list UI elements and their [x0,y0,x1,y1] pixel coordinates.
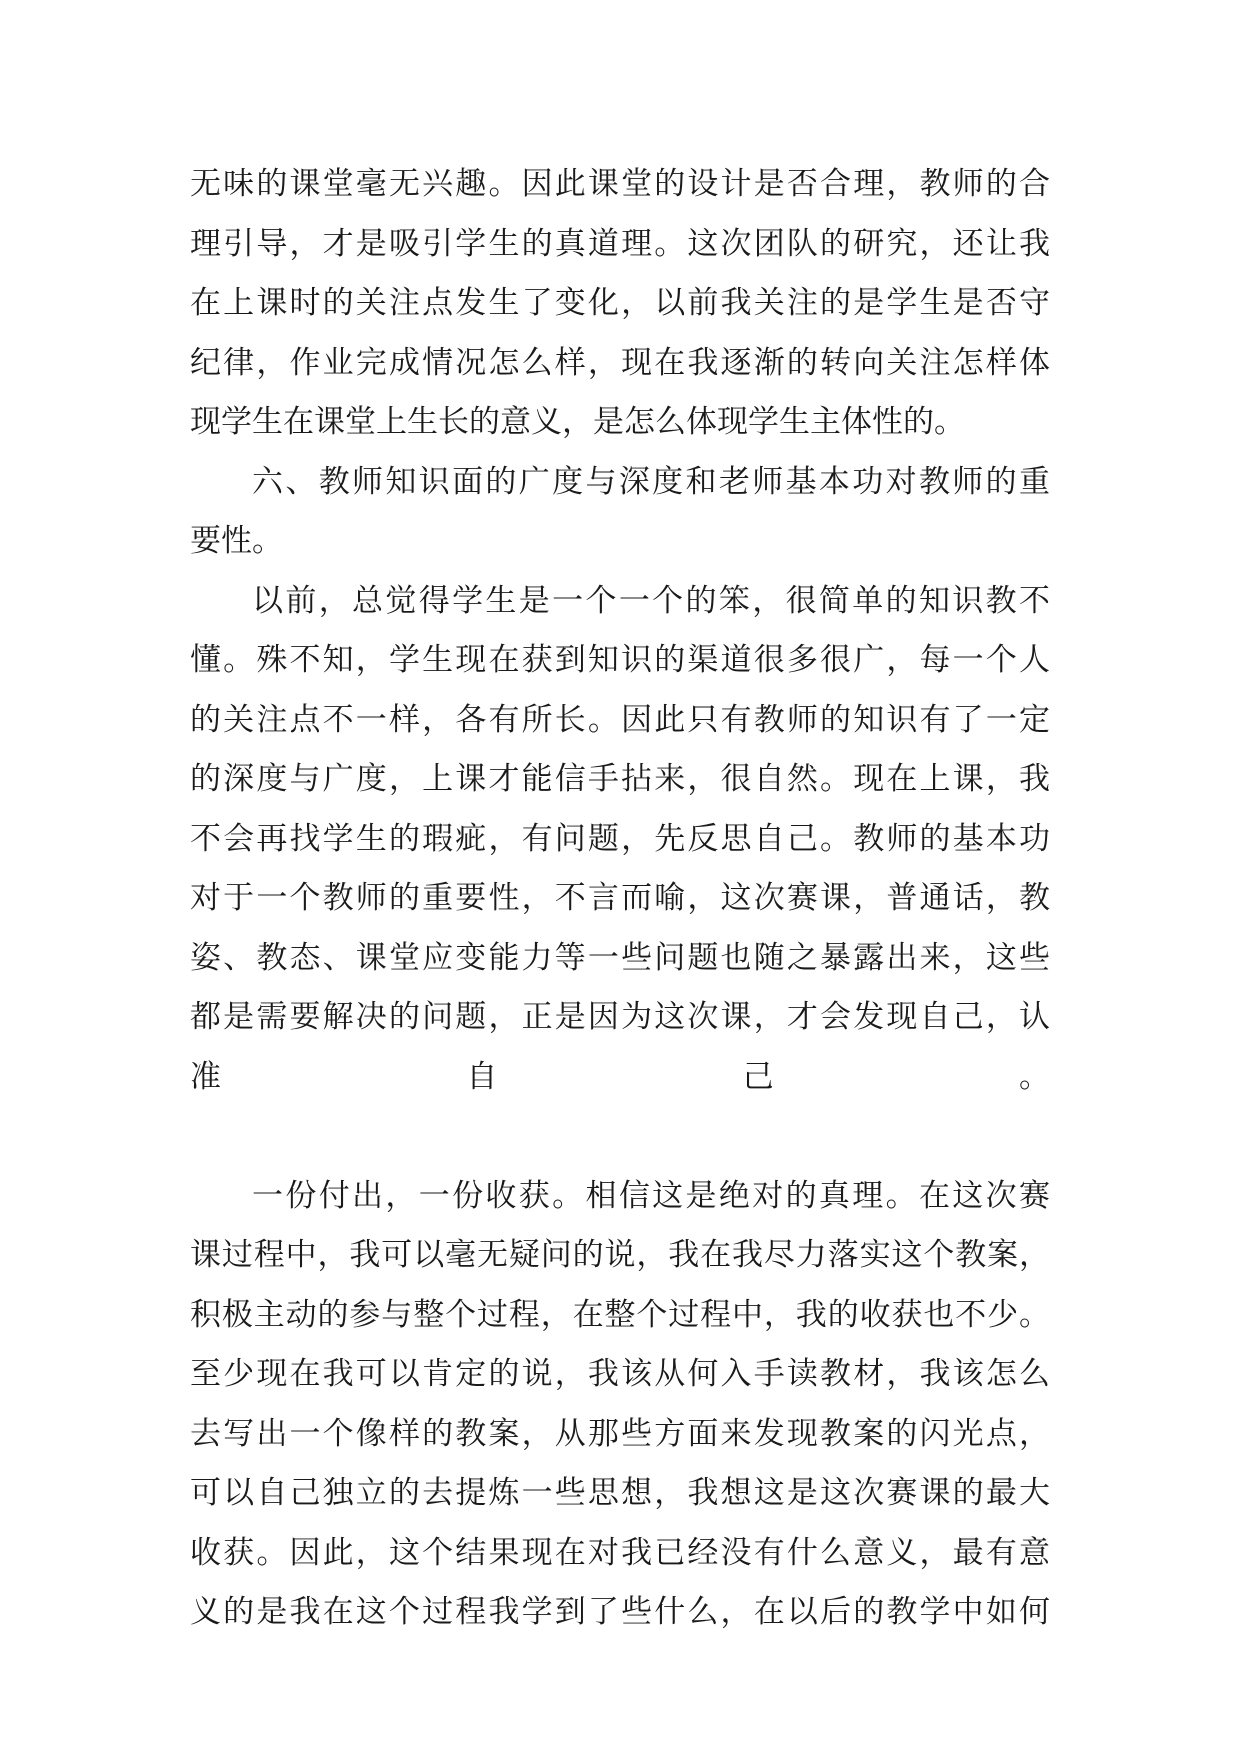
text-line: 理引导，才是吸引学生的真道理。这次团队的研究，还让我 [190,225,1050,262]
text-line: 准自己。 [190,1058,1050,1095]
text-line: 纪律，作业完成情况怎么样，现在我逐渐的转向关注怎样体 [190,344,1050,381]
section-heading-paragraph [190,453,1050,572]
text-line: 以前，总觉得学生是一个一个的笨，很简单的知识教不 [252,582,1050,619]
body-text [190,155,1050,1643]
text-line: 的关注点不一样，各有所长。因此只有教师的知识有了一定 [190,701,1050,738]
text-line: 无味的课堂毫无兴趣。因此课堂的设计是否合理，教师的合 [190,166,1050,202]
text-line: 在上课时的关注点发生了变化，以前我关注的是学生是否守 [190,285,1050,321]
text-line [190,1107,1050,1167]
text-line: 都是需要解决的问题，正是因为这次课，才会发现自己，认 [190,999,1050,1035]
text-line: 一份付出，一份收获。相信这是绝对的真理。在这次赛 [252,1177,1050,1214]
text-line: 收获。因此，这个结果现在对我已经没有什么意义，最有意 [190,1534,1050,1571]
text-line: 义的是我在这个过程我学到了些什么，在以后的教学中如何 [190,1594,1050,1630]
text-line: 六、教师知识面的广度与深度和老师基本功对教师的重 [252,463,1050,500]
paragraph [190,1167,1050,1643]
paragraph [190,155,1050,453]
text-line: 去写出一个像样的教案，从那些方面来发现教案的闪光点， [190,1415,1050,1452]
text-line: 懂。殊不知，学生现在获到知识的渠道很多很广，每一个人 [190,642,1050,678]
text-line: 可以自己独立的去提炼一些思想，我想这是这次赛课的最大 [190,1475,1050,1511]
text-line: 的深度与广度，上课才能信手拈来，很自然。现在上课，我 [190,761,1050,797]
text-line: 课过程中，我可以毫无疑问的说，我在我尽力落实这个教案， [190,1237,1050,1273]
text-line: 积极主动的参与整个过程，在整个过程中，我的收获也不少。 [190,1296,1050,1333]
text-line: 不会再找学生的瑕疵，有问题，先反思自己。教师的基本功 [190,820,1050,857]
text-line: 要性。 [190,523,283,559]
text-line: 姿、教态、课堂应变能力等一些问题也随之暴露出来，这些 [190,939,1050,976]
text-line: 对于一个教师的重要性，不言而喻，这次赛课，普通话，教 [190,880,1050,916]
paragraph [190,572,1050,1167]
text-line: 现学生在课堂上生长的意义，是怎么体现学生主体性的。 [190,404,965,440]
text-line: 至少现在我可以肯定的说，我该从何入手读教材，我该怎么 [190,1356,1050,1392]
